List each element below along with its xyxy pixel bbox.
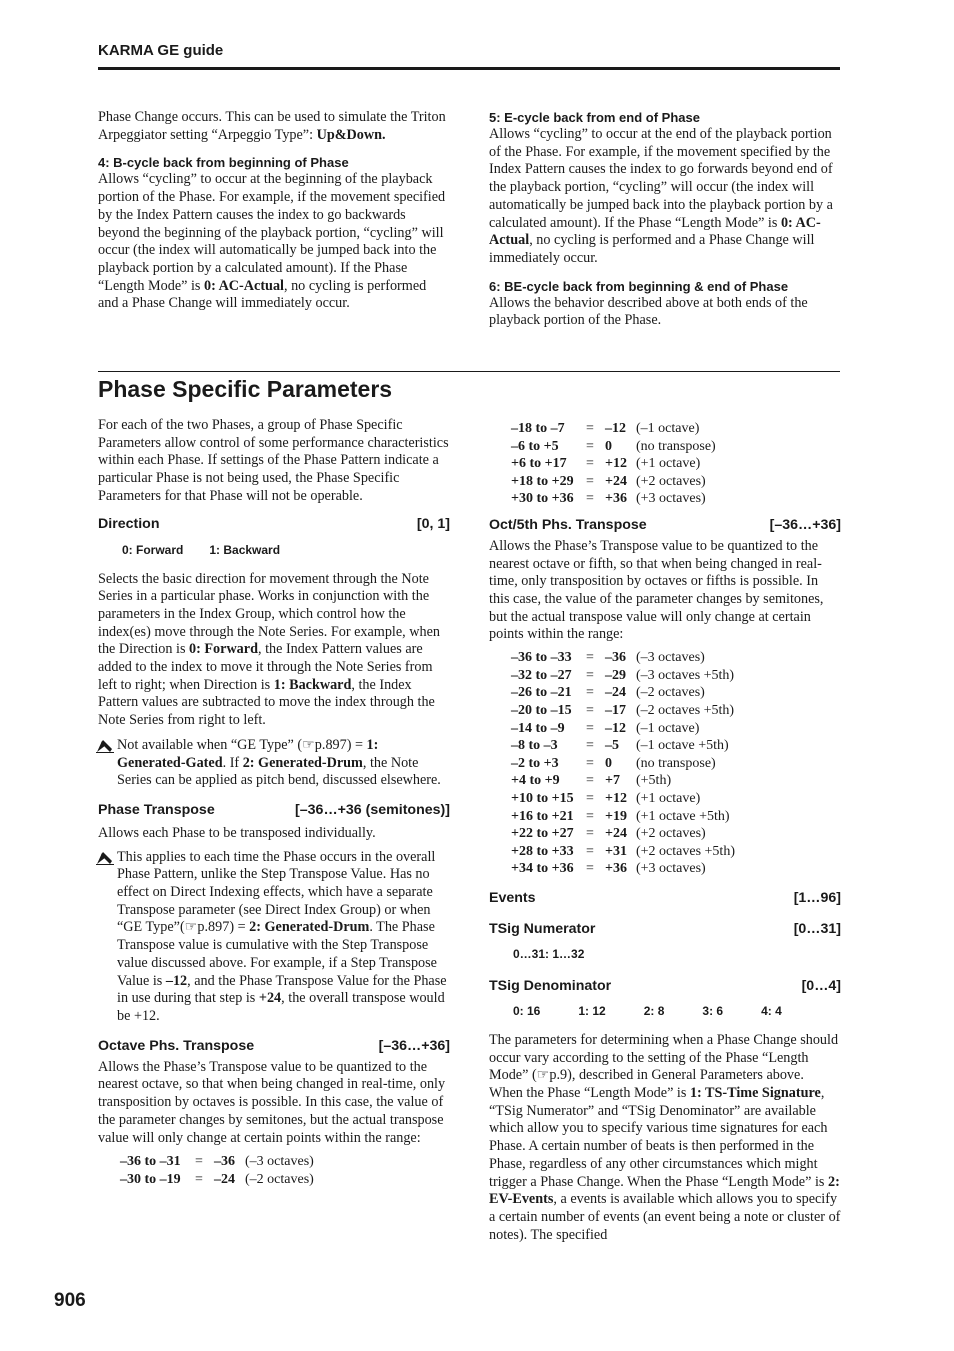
range-cell: –36 to –31: [120, 1154, 181, 1170]
e-cycle-paragraph: [489, 126, 841, 268]
note-cell: (–1 octave): [636, 720, 700, 736]
table-row: [511, 420, 716, 438]
option: 0…31: 1…32: [513, 946, 585, 961]
octave-description: Allows the Phase’s Transpose value to be quantized to the nearest octave, so that when being changed in real-time, only transposition by octaves is possible. In this case, the value of the parameter changes by semitones, but the actual transpose value will only change at certain points within the range:: [98, 1058, 446, 1146]
tsig-denominator-options: [489, 1003, 841, 1019]
param-octave-phs-transpose: [98, 1037, 450, 1055]
eq-cell: =: [586, 826, 594, 842]
running-header: KARMA GE guide: [98, 42, 224, 59]
eq-cell: =: [195, 1154, 203, 1170]
note-cell: (no transpose): [636, 438, 716, 454]
octave-range-table-cont: [511, 420, 716, 508]
range-cell: –30 to –19: [120, 1171, 181, 1187]
text: , a events is available which allows you to specify a certain number of events (an event being a note or cluster of notes). The specified: [489, 1191, 841, 1243]
bold-text: +24: [258, 990, 282, 1007]
value-cell: +7: [605, 773, 620, 789]
param-name: TSig Denominator: [489, 977, 612, 994]
range-cell: +10 to +15: [511, 790, 574, 806]
b-cycle-paragraph: [98, 171, 450, 313]
top-right-column: [489, 109, 841, 330]
value-cell: –17: [605, 702, 626, 718]
text: This applies to each time the Phase occurs in the overall Phase Pattern, unlike the Step Transpose Value. Has no effect on Direct Indexing effects, which have a separate Transpose parameter (see Direct Index Group) or when “GE Type”(☞p.897) =: [117, 848, 436, 936]
text: Allows “cycling” to occur at the end of the playback portion of the Phase. For example, if the movement specified by the Index Pattern causes the index to go forwards beyond end of the playback portion, “cycling” will occur (the index will automatically be jumped back into the playback portion by a calculated amount). If the Phase “Length Mode” is: [489, 126, 833, 231]
text: Not available when “GE Type” (☞p.897) =: [117, 736, 367, 753]
param-name: TSig Numerator: [489, 920, 596, 937]
text: , and the Phase Transpose Value for the Phase in use during that step is: [117, 972, 447, 1007]
param-name: Direction: [98, 515, 160, 532]
param-range: [–36…+36 (semitones)]: [295, 801, 450, 818]
value-cell: +36: [605, 491, 627, 507]
range-cell: –32 to –27: [511, 667, 572, 683]
text: Selects the basic direction for movement through the Note Series in a particular phase. Works in conjunction with the parameters in the Index Group, which control how the index(es) move through the Note Series. For example, when the Direction is: [98, 570, 440, 658]
text: , the Index Pattern values are added to the index to move it through the Note Series from left to right; when Direction is: [98, 641, 433, 693]
table-row: [511, 438, 716, 456]
option: 0: Forward: [122, 542, 184, 557]
range-cell: +22 to +27: [511, 826, 574, 842]
range-cell: –6 to +5: [511, 438, 559, 454]
param-tsig-numerator: [489, 920, 841, 938]
value-cell: –5: [605, 738, 619, 754]
value-cell: +24: [605, 473, 627, 489]
note-cell: (–1 octave): [636, 421, 700, 436]
table-row: [511, 473, 716, 491]
range-cell: +30 to +36: [511, 491, 574, 507]
value-cell: +36: [605, 861, 627, 877]
bold-text: 2: Generated-Drum: [249, 919, 370, 936]
param-tsig-denominator: [489, 977, 841, 995]
value-cell: –36: [605, 650, 626, 666]
octave-range-table: [120, 1153, 314, 1188]
direction-note: [98, 737, 450, 790]
option: 1: 12: [578, 1003, 606, 1018]
value-cell: –24: [214, 1171, 235, 1187]
value-cell: 0: [605, 755, 612, 771]
range-cell: –14 to –9: [511, 720, 565, 736]
value-cell: –36: [214, 1154, 235, 1170]
note-cell: (+5th): [636, 773, 672, 789]
param-range: [0…4]: [801, 977, 841, 994]
table-row: [511, 825, 735, 843]
left-column: [98, 417, 450, 1188]
eq-cell: =: [586, 843, 594, 859]
table-row: [511, 455, 716, 473]
text: , the overall transpose would be +12.: [117, 990, 445, 1024]
eq-cell: =: [586, 790, 594, 806]
eq-cell: =: [586, 755, 594, 771]
param-range: [–36…+36]: [378, 1037, 450, 1054]
eq-cell: =: [586, 473, 594, 489]
value-cell: +31: [605, 843, 627, 859]
eq-cell: =: [195, 1171, 203, 1187]
eq-cell: =: [586, 773, 594, 789]
range-cell: –18 to –7: [511, 421, 565, 436]
phase-transpose-description: Allows each Phase to be transposed individually.: [98, 824, 376, 841]
page-number: 906: [54, 1290, 86, 1311]
option: 4: 4: [761, 1003, 782, 1018]
note-cell: (no transpose): [636, 755, 716, 771]
range-cell: –20 to –15: [511, 702, 572, 718]
table-row: [511, 808, 735, 826]
eq-cell: =: [586, 808, 594, 824]
note-cell: (–3 octaves +5th): [636, 667, 735, 683]
bold-text: 1: Backward: [273, 676, 352, 693]
table-row: [511, 737, 735, 755]
note-cell: (+1 octave): [636, 790, 701, 806]
bold-text: 2: Generated-Drum: [242, 754, 363, 771]
header-rule: [98, 67, 840, 70]
phase-transpose-note: [98, 849, 450, 1026]
right-column: [489, 420, 841, 1244]
text: Allows “cycling” to occur at the beginning of the playback portion of the Phase. For example, if the movement specified by the Index Pattern causes the index to go backwards beyond the beginning of the playback portion, “cycling” will occur (the index will automatically be jumped back into the playback portion by a calculated amount). If the Phase “Length Mode” is: [98, 171, 446, 294]
table-row: [120, 1171, 314, 1189]
note-cell: (–3 octaves): [636, 650, 705, 666]
table-row: [120, 1153, 314, 1171]
text: , the Note Series can be applied as pitch bend, discussed elsewhere.: [117, 754, 441, 789]
oct5th-description: Allows the Phase’s Transpose value to be quantized to the nearest octave or fifth, so that when being changed in real-time, only transposition by octaves or fifths is possible. In this case, the value of the parameter changes by semitones, but the actual transpose value will only change at certain points within the range:: [489, 537, 824, 643]
note-cell: (+3 octaves): [636, 861, 706, 877]
pencil-note-icon: [96, 851, 114, 865]
bold-text: 0: AC-Actual: [489, 214, 821, 249]
length-mode-paragraph: [489, 1032, 841, 1244]
text: . If: [222, 754, 243, 771]
option: 3: 6: [702, 1003, 724, 1018]
value-cell: –12: [605, 720, 626, 736]
text: , no cycling is performed and a Phase Change will immediately occur.: [98, 277, 427, 312]
eq-cell: =: [586, 491, 594, 507]
param-name: Octave Phs. Transpose: [98, 1037, 255, 1054]
option: 0: 16: [513, 1003, 541, 1018]
option: 2: 8: [643, 1003, 665, 1018]
bold-text: –12: [165, 972, 188, 989]
note-cell: (+2 octaves +5th): [636, 843, 735, 859]
note-cell: (+3 octaves): [636, 491, 706, 507]
value-cell: +12: [605, 456, 627, 472]
table-row: [511, 720, 735, 738]
value-cell: 0: [605, 438, 612, 454]
table-row: [511, 790, 735, 808]
tsig-numerator-options: [489, 946, 841, 962]
note-cell: (+2 octaves): [636, 826, 706, 842]
param-name: Events: [489, 889, 536, 906]
direction-options: [98, 542, 450, 558]
eq-cell: =: [586, 702, 594, 718]
note-cell: (–3 octaves): [245, 1154, 314, 1170]
subheading-e-cycle: 5: E-cycle back from end of Phase: [489, 110, 700, 125]
section-title: Phase Specific Parameters: [98, 376, 393, 402]
range-cell: –2 to +3: [511, 755, 559, 771]
param-range: [0…31]: [793, 920, 841, 937]
text: , no cycling is performed and a Phase Change will immediately occur.: [489, 232, 815, 266]
table-row: [511, 755, 735, 773]
value-cell: +24: [605, 826, 627, 842]
range-cell: –36 to –33: [511, 650, 572, 666]
table-row: [511, 490, 716, 508]
param-name: Oct/5th Phs. Transpose: [489, 516, 647, 533]
note-cell: (–2 octaves): [245, 1171, 314, 1187]
subheading-b-cycle: 4: B-cycle back from beginning of Phase: [98, 155, 349, 171]
param-name: Phase Transpose: [98, 801, 215, 818]
intro-paragraph: [98, 109, 450, 144]
bold-text: 0: Forward: [189, 641, 258, 658]
top-left-column: [98, 109, 450, 313]
table-row: [511, 684, 735, 702]
section-intro: For each of the two Phases, a group of Phase Specific Parameters allow control of some performance characteristics within each Phase. If settings of the Phase Pattern indicate a particular Phase is not being used, the Phase Specific Parameters for that Phase will not be operable.: [98, 417, 449, 504]
value-cell: –24: [605, 685, 626, 701]
be-cycle-paragraph: Allows the behavior described above at both ends of the playback portion of the Phase.: [489, 294, 808, 329]
range-cell: –26 to –21: [511, 685, 572, 701]
bold-text: 0: AC-Actual: [203, 277, 284, 294]
bold-text: 1: TS-Time Signature: [689, 1085, 821, 1102]
eq-cell: =: [586, 421, 594, 436]
bold-text: 1: Generated-Gated: [117, 736, 379, 771]
bold-text: 2: EV-Events: [489, 1173, 840, 1208]
subheading-be-cycle: 6: BE-cycle back from beginning & end of Phase: [489, 278, 789, 294]
range-cell: +18 to +29: [511, 473, 574, 489]
param-direction: [98, 515, 450, 533]
param-range: [0, 1]: [416, 515, 450, 532]
range-cell: –8 to –3: [511, 738, 558, 754]
text: . The Phase Transpose value is cumulative with the Step Transpose value discussed above. For example, if a Step Transpose Value is: [117, 919, 437, 989]
oct5th-range-table: [511, 649, 735, 878]
param-events: [489, 889, 841, 907]
value-cell: +19: [605, 808, 627, 824]
range-cell: +16 to +21: [511, 808, 574, 824]
pencil-note-icon: [96, 739, 114, 753]
option: 1: Backward: [209, 542, 281, 557]
value-cell: –12: [605, 421, 626, 436]
eq-cell: =: [586, 438, 594, 454]
table-row: [511, 772, 735, 790]
bold-text: Up&Down.: [316, 126, 386, 143]
param-range: [1…96]: [793, 889, 841, 906]
eq-cell: =: [586, 861, 594, 877]
text: , the Index Pattern values are subtracted to move the index through the Note Series from right to left.: [98, 676, 435, 729]
value-cell: –29: [605, 667, 626, 683]
eq-cell: =: [586, 720, 594, 736]
range-cell: +34 to +36: [511, 861, 574, 877]
text: The parameters for determining when a Phase Change should occur vary according to the setting of the Phase “Length Mode” (☞p.9), described in General Parameters above. When the Phase “Length Mode” is: [489, 1031, 839, 1102]
table-row: [511, 843, 735, 861]
table-row: [511, 860, 735, 878]
section-rule: [98, 371, 840, 372]
range-cell: +6 to +17: [511, 456, 567, 472]
eq-cell: =: [586, 456, 594, 472]
direction-description: [98, 571, 450, 730]
table-row: [511, 649, 735, 667]
param-oct5th-phs-transpose: [489, 516, 841, 534]
text: Phase Change occurs. This can be used to simulate the Triton Arpeggiator setting “Arpeggio Type”:: [98, 109, 446, 143]
eq-cell: =: [586, 685, 594, 701]
text: , “TSig Numerator” and “TSig Denominator” are available which allow you to specify various time signatures for each Phase. A certain number of beats is then performed in the Phase, regardless of any other circumstances which might trigger a Phase Change. When the Phase “Length Mode” is: [489, 1085, 828, 1190]
eq-cell: =: [586, 667, 594, 683]
value-cell: +12: [605, 790, 627, 806]
table-row: [511, 702, 735, 720]
note-cell: (+1 octave +5th): [636, 808, 730, 824]
param-phase-transpose: [98, 801, 450, 819]
eq-cell: =: [586, 650, 594, 666]
range-cell: +4 to +9: [511, 773, 560, 789]
note-cell: (+2 octaves): [636, 473, 706, 489]
note-cell: (–1 octave +5th): [636, 738, 729, 754]
range-cell: +28 to +33: [511, 843, 574, 859]
table-row: [511, 667, 735, 685]
param-range: [–36…+36]: [769, 516, 841, 533]
note-cell: (+1 octave): [636, 456, 701, 472]
note-cell: (–2 octaves): [636, 685, 705, 701]
note-cell: (–2 octaves +5th): [636, 702, 735, 718]
eq-cell: =: [586, 738, 594, 754]
